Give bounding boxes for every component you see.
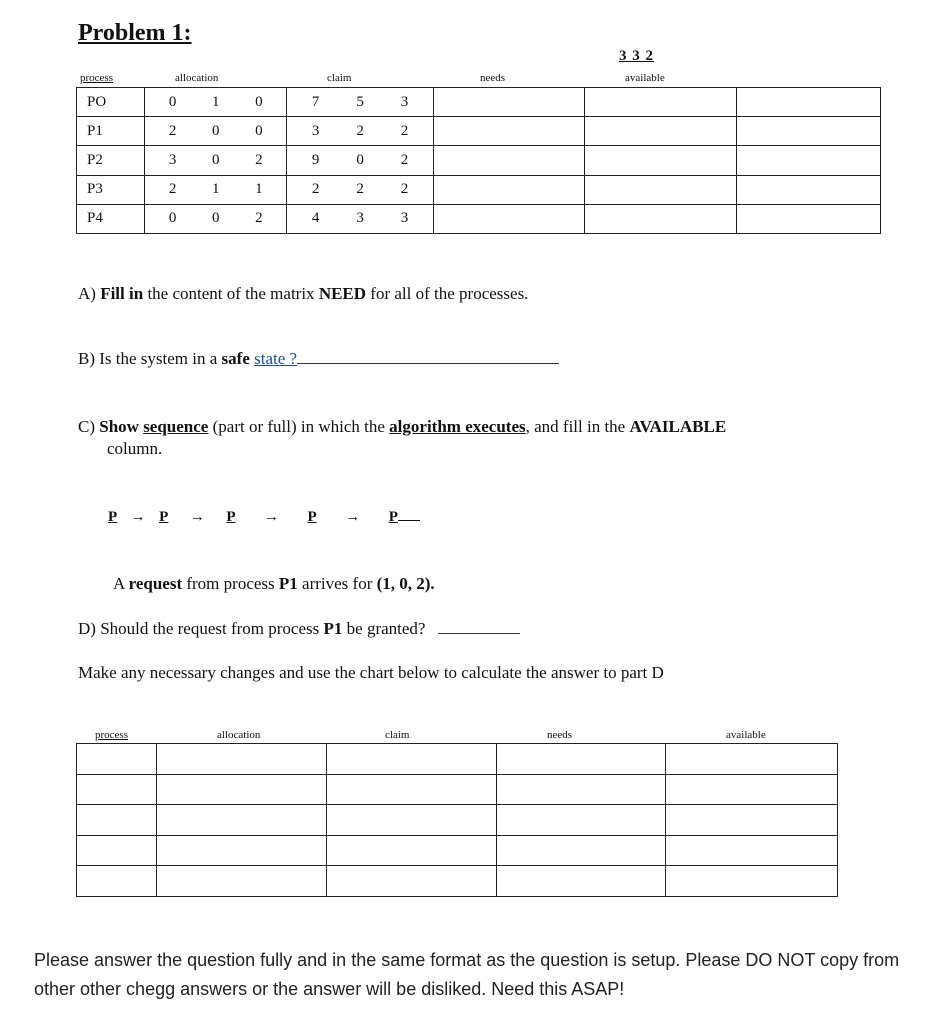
extra-cell[interactable] — [737, 117, 881, 146]
allocation-value: 1 — [255, 181, 263, 198]
process-cell[interactable] — [77, 835, 157, 866]
allocation-cell — [145, 117, 287, 146]
available-cell[interactable] — [666, 805, 838, 836]
answer-blank-d[interactable] — [438, 632, 520, 634]
claim-cell[interactable] — [327, 805, 497, 836]
available-initial: 3 3 2 — [619, 48, 654, 64]
available-cell[interactable] — [666, 835, 838, 866]
process-cell[interactable] — [77, 774, 157, 805]
process-cell: P3 — [77, 175, 145, 204]
available-cell[interactable] — [666, 774, 838, 805]
allocation-cell[interactable] — [157, 774, 327, 805]
available-cell[interactable] — [666, 744, 838, 775]
t2-header-available: available — [726, 729, 766, 741]
claim-value: 2 — [400, 122, 409, 139]
process-cell: P4 — [77, 204, 145, 233]
allocation-value: 0 — [255, 93, 263, 110]
claim-cell[interactable] — [327, 744, 497, 775]
matrix-table — [76, 87, 881, 234]
allocation-cell — [145, 88, 287, 117]
allocation-cell[interactable] — [157, 744, 327, 775]
available-cell[interactable] — [585, 175, 737, 204]
claim-value: 5 — [356, 93, 364, 110]
allocation-value: 0 — [212, 210, 220, 227]
needs-cell[interactable] — [433, 204, 584, 233]
t1-header-needs: needs — [480, 72, 506, 84]
t2-header-needs: needs — [547, 729, 573, 741]
claim-value: 2 — [356, 122, 364, 139]
table-row — [77, 774, 838, 805]
allocation-value: 2 — [255, 151, 263, 168]
allocation-cell — [145, 175, 287, 204]
t1-header-claim: claim — [327, 72, 352, 84]
claim-cell — [287, 146, 433, 175]
process-cell: P1 — [77, 117, 145, 146]
needs-cell[interactable] — [496, 744, 666, 775]
claim-cell — [287, 88, 433, 117]
process-cell[interactable] — [77, 744, 157, 775]
available-cell[interactable] — [585, 146, 737, 175]
allocation-value: 0 — [212, 151, 220, 168]
claim-cell[interactable] — [327, 866, 497, 897]
claim-cell — [287, 117, 433, 146]
allocation-value: 2 — [168, 181, 177, 198]
table-row — [77, 88, 881, 117]
table-row — [77, 744, 838, 775]
extra-cell[interactable] — [737, 175, 881, 204]
claim-cell[interactable] — [327, 835, 497, 866]
extra-cell[interactable] — [737, 146, 881, 175]
allocation-value: 0 — [168, 93, 177, 110]
process-cell: PO — [77, 88, 145, 117]
question-b: B) Is the system in a safe state ? — [78, 348, 559, 370]
table-row — [77, 175, 881, 204]
claim-cell — [287, 175, 433, 204]
needs-cell[interactable] — [496, 866, 666, 897]
allocation-value: 0 — [168, 210, 177, 227]
needs-cell[interactable] — [496, 774, 666, 805]
allocation-value: 0 — [255, 122, 263, 139]
extra-cell[interactable] — [737, 204, 881, 233]
claim-value: 3 — [400, 93, 409, 110]
claim-value: 9 — [311, 151, 320, 168]
claim-cell — [287, 204, 433, 233]
needs-cell[interactable] — [496, 805, 666, 836]
needs-cell[interactable] — [433, 175, 584, 204]
question-a: A) Fill in the content of the matrix NEED for all of the processes. — [78, 284, 529, 303]
allocation-value: 0 — [212, 122, 220, 139]
claim-value: 0 — [356, 151, 364, 168]
question-d: D) Should the request from process P1 be granted? — [78, 618, 520, 640]
table-row — [77, 146, 881, 175]
extra-cell[interactable] — [737, 88, 881, 117]
claim-value: 2 — [400, 181, 409, 198]
allocation-cell — [145, 146, 287, 175]
request-line: A request from process P1 arrives for (1, 0, 2). — [113, 574, 435, 593]
table-row — [77, 835, 838, 866]
t1-header-allocation: allocation — [175, 72, 219, 84]
t1-header-process: process — [80, 72, 113, 84]
available-cell[interactable] — [585, 204, 737, 233]
available-cell[interactable] — [666, 866, 838, 897]
available-cell[interactable] — [585, 117, 737, 146]
needs-cell[interactable] — [433, 88, 584, 117]
claim-cell[interactable] — [327, 774, 497, 805]
t2-header-allocation: allocation — [217, 729, 261, 741]
allocation-value: 1 — [212, 93, 220, 110]
claim-value: 2 — [400, 151, 409, 168]
needs-cell[interactable] — [496, 835, 666, 866]
t2-header-claim: claim — [385, 729, 410, 741]
allocation-value: 1 — [212, 181, 220, 198]
t1-header-available: available — [625, 72, 665, 84]
process-cell[interactable] — [77, 866, 157, 897]
claim-value: 3 — [356, 210, 364, 227]
question-c: C) Show sequence (part or full) in which the algorithm executes, and fill in the AVAILABLE column. — [78, 417, 727, 458]
available-cell[interactable] — [585, 88, 737, 117]
instruction-line: Make any necessary changes and use the chart below to calculate the answer to part D — [78, 663, 664, 682]
process-cell: P2 — [77, 146, 145, 175]
allocation-cell[interactable] — [157, 835, 327, 866]
footer-note: Please answer the question fully and in the same format as the question is setup. Please DO NOT copy from other other chegg answers or the answer will be disliked. Need this ASAP! — [34, 950, 900, 999]
t2-header-process: process — [95, 729, 128, 741]
request-chart-table — [76, 743, 838, 897]
allocation-value: 3 — [168, 151, 177, 168]
claim-value: 3 — [311, 122, 320, 139]
claim-value: 4 — [311, 210, 320, 227]
claim-value: 3 — [400, 210, 409, 227]
process-cell[interactable] — [77, 805, 157, 836]
table-row — [77, 117, 881, 146]
sequence-blanks[interactable]: P → P → P → P → P — [108, 506, 420, 526]
claim-value: 7 — [311, 93, 320, 110]
table-row — [77, 866, 838, 897]
allocation-value: 2 — [168, 122, 177, 139]
table-row — [77, 805, 838, 836]
needs-cell[interactable] — [433, 117, 584, 146]
answer-blank-b[interactable] — [297, 362, 559, 364]
needs-cell[interactable] — [433, 146, 584, 175]
allocation-cell[interactable] — [157, 866, 327, 897]
table-row — [77, 204, 881, 233]
allocation-cell[interactable] — [157, 805, 327, 836]
state-link[interactable]: state ? — [254, 349, 298, 368]
problem-title: Problem 1: — [78, 20, 192, 46]
claim-value: 2 — [311, 181, 320, 198]
claim-value: 2 — [356, 181, 364, 198]
allocation-cell — [145, 204, 287, 233]
allocation-value: 2 — [255, 210, 263, 227]
